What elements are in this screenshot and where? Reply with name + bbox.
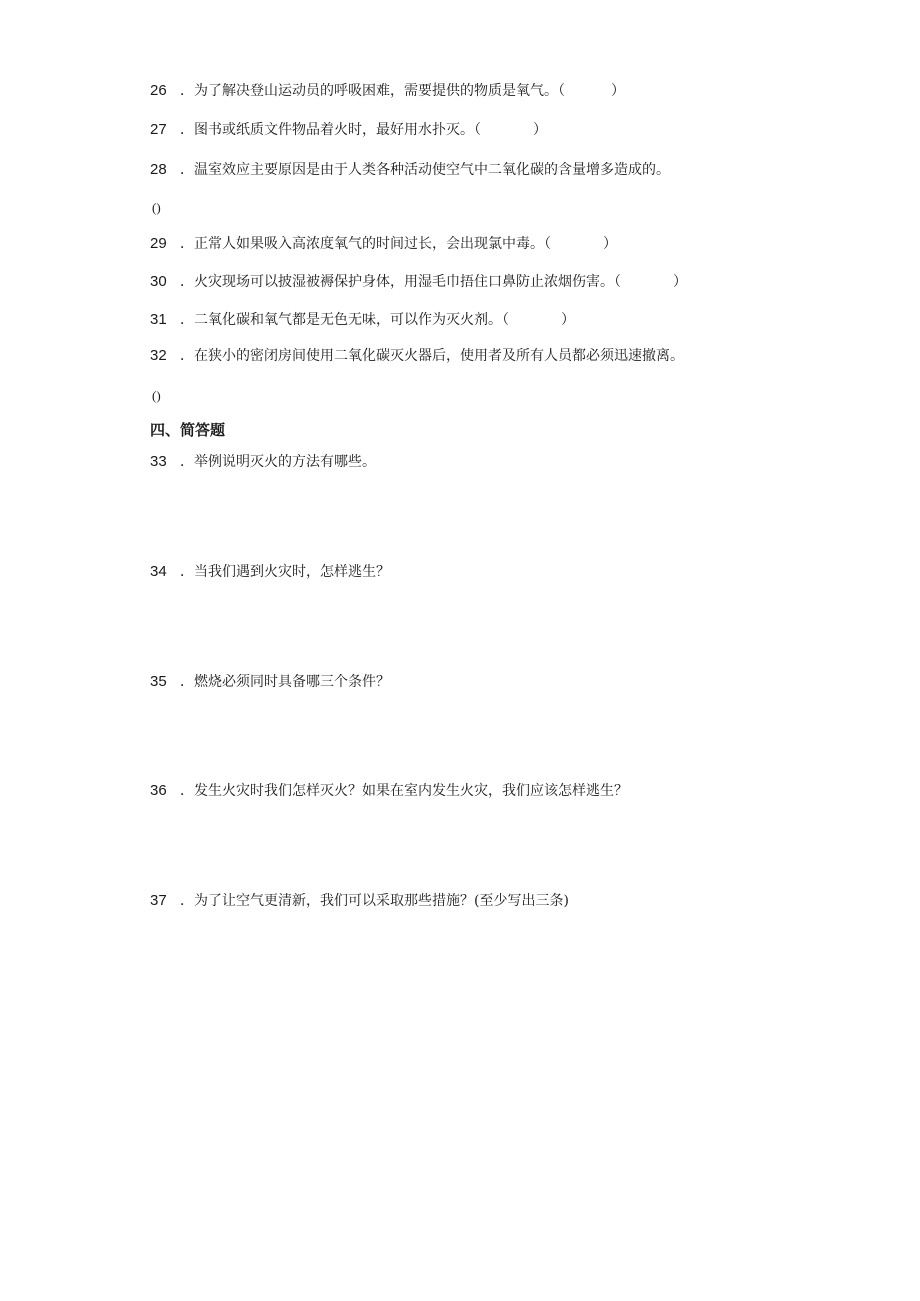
question-36 — [150, 781, 628, 801]
question-text: ．燃烧必须同时具备哪三个条件？ — [180, 674, 390, 690]
question-28 — [150, 160, 670, 180]
question-text: ．当我们遇到火灾时，怎样逃生？ — [180, 564, 390, 580]
question-37 — [150, 891, 569, 911]
question-text: ．举例说明灭火的方法有哪些。 — [180, 454, 376, 470]
question-text: ．发生火灾时我们怎样灭火？如果在室内发生火灾，我们应该怎样逃生？ — [180, 783, 628, 799]
question-text: ．温室效应主要原因是由于人类各种活动使空气中二氧化碳的含量增多造成的。 — [180, 162, 670, 178]
question-26 — [150, 81, 625, 101]
question-text: ．为了解决登山运动员的呼吸困难，需要提供的物质是氧气。（ — [180, 83, 565, 99]
close-paren: ） — [603, 236, 617, 252]
question-number: 37 — [150, 892, 167, 909]
question-number: 29 — [150, 235, 167, 252]
question-text: ．图书或纸质文件物品着火时，最好用水扑灭。（ — [180, 122, 481, 138]
close-paren: ） — [533, 122, 547, 138]
question-31 — [150, 310, 575, 330]
question-32 — [150, 346, 684, 366]
question-35 — [150, 672, 390, 692]
question-number: 30 — [150, 273, 167, 290]
question-34 — [150, 562, 390, 582]
question-text: ．火灾现场可以披湿被褥保护身体，用湿毛巾捂住口鼻防止浓烟伤害。（ — [180, 274, 621, 290]
question-number: 28 — [150, 161, 167, 178]
close-paren: ） — [561, 312, 575, 328]
answer-parens-32[interactable]: () — [152, 388, 161, 403]
question-number: 33 — [150, 453, 167, 470]
question-number: 32 — [150, 347, 167, 364]
question-number: 35 — [150, 673, 167, 690]
question-text: ．为了让空气更清新，我们可以采取那些措施？(至少写出三条) — [180, 893, 569, 909]
question-number: 27 — [150, 121, 167, 138]
question-text: ．二氧化碳和氧气都是无色无味，可以作为灭火剂。（ — [180, 312, 509, 328]
section-heading-short-answer: 四、简答题 — [150, 421, 226, 439]
close-paren: ） — [673, 274, 687, 290]
question-27 — [150, 120, 547, 140]
question-30 — [150, 272, 687, 292]
question-text: ．正常人如果吸入高浓度氧气的时间过长，会出现氯中毒。（ — [180, 236, 551, 252]
answer-parens-28[interactable]: () — [152, 200, 161, 215]
close-paren: ） — [611, 83, 625, 99]
question-text: ．在狭小的密闭房间使用二氧化碳灭火器后，使用者及所有人员都必须迅速撤离。 — [180, 348, 684, 364]
question-number: 36 — [150, 782, 167, 799]
question-number: 34 — [150, 563, 167, 580]
question-29 — [150, 234, 617, 254]
question-33 — [150, 452, 376, 472]
question-number: 26 — [150, 82, 167, 99]
question-number: 31 — [150, 311, 167, 328]
